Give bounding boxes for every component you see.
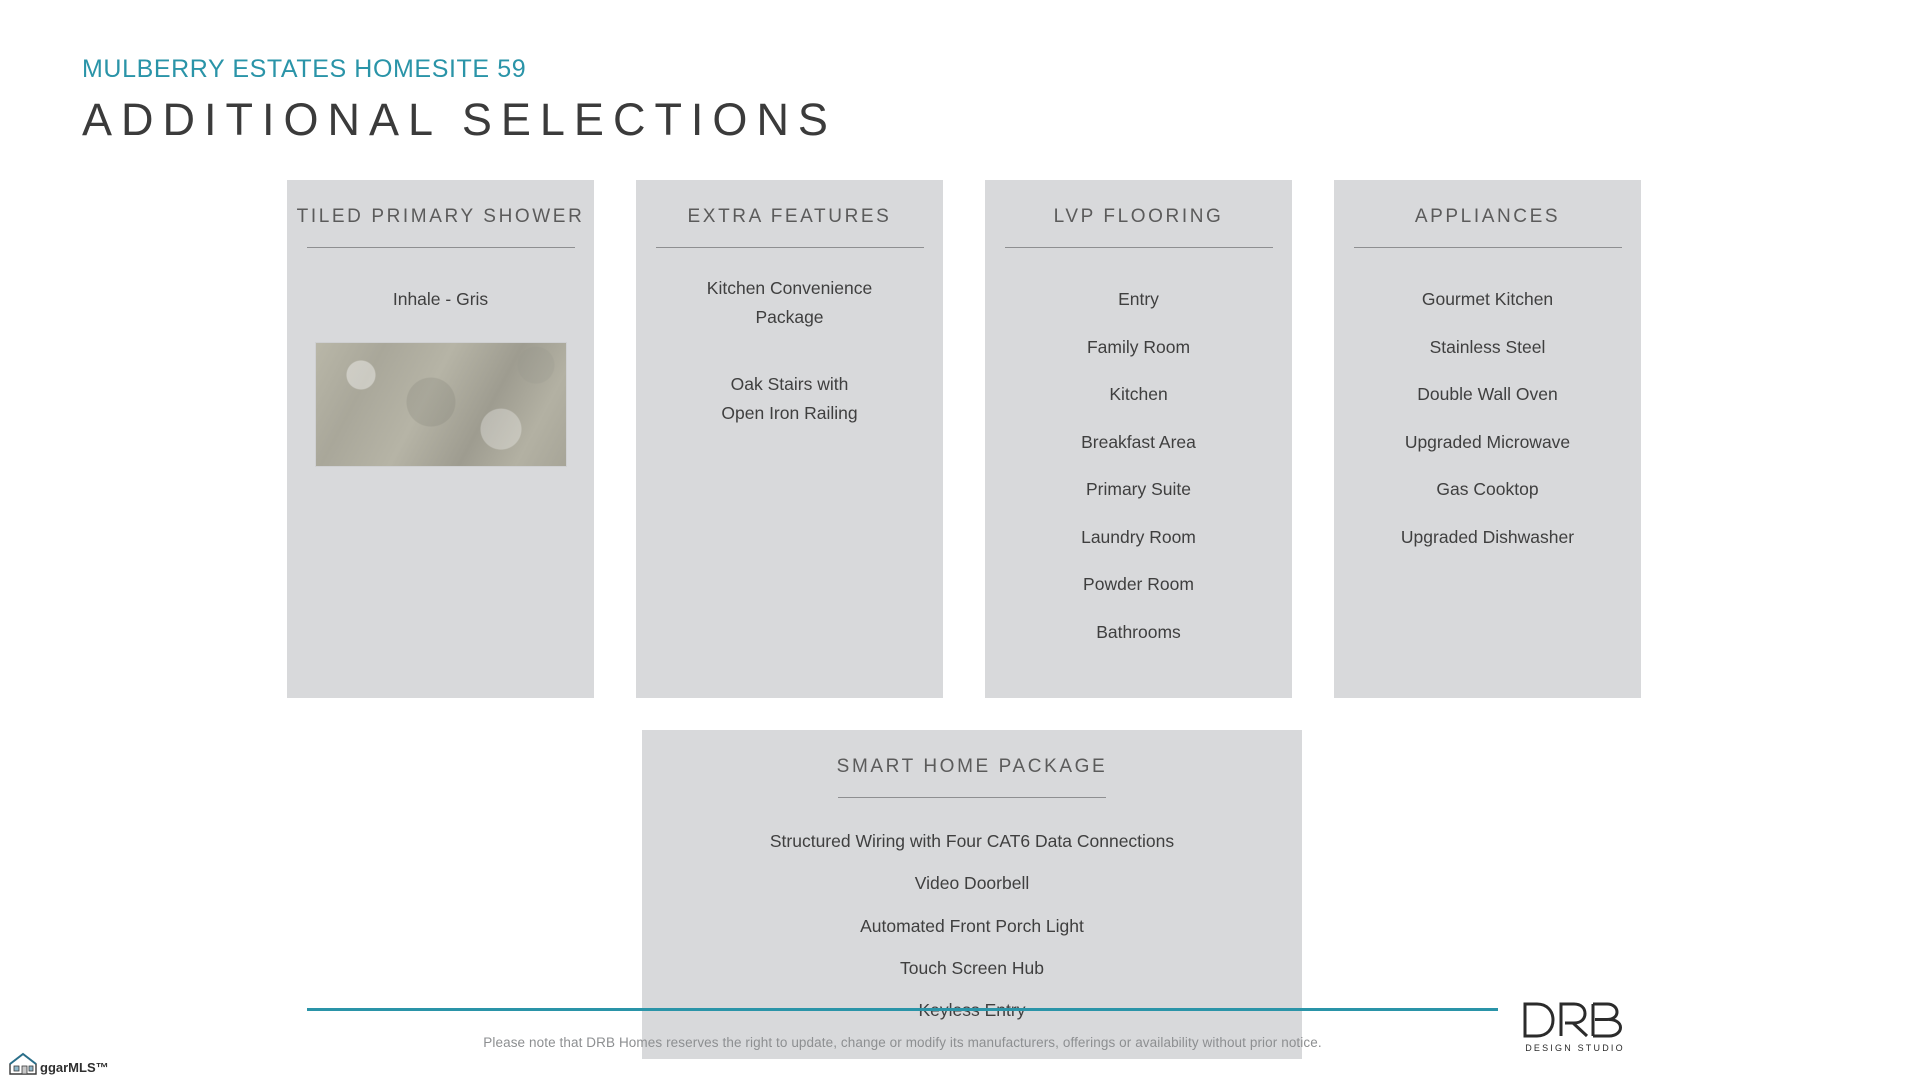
list-item: Bathrooms <box>1096 621 1181 642</box>
list-item: Powder Room <box>1083 574 1194 595</box>
list-item: Open Iron Railing <box>721 402 858 423</box>
list-item: Double Wall Oven <box>1417 384 1558 405</box>
card-title: TILED PRIMARY SHOWER <box>296 206 585 227</box>
selection-cards-row <box>287 180 1657 698</box>
card-items <box>305 276 576 324</box>
list-item: Kitchen Convenience <box>706 278 873 298</box>
card-title-divider <box>1005 247 1273 248</box>
tile-swatch-inhale-gris <box>315 342 567 467</box>
card-appliances <box>1334 180 1641 698</box>
page-header <box>82 56 1282 148</box>
house-icon <box>8 1052 38 1076</box>
list-item: Oak Stairs with <box>730 374 849 395</box>
card-title: LVP FLOORING <box>1053 206 1224 227</box>
card-items <box>1352 276 1623 561</box>
list-item: Breakfast Area <box>1081 431 1196 452</box>
card-items <box>660 820 1284 1031</box>
card-title: APPLIANCES <box>1414 206 1561 227</box>
card-items <box>1003 276 1274 656</box>
list-item: Structured Wiring with Four CAT6 Data Connections <box>769 831 1175 851</box>
drb-wordmark-icon <box>1521 1000 1629 1040</box>
mls-watermark-text: ggarMLS™ <box>40 1060 109 1075</box>
list-item: Family Room <box>1086 336 1191 357</box>
card-title-divider <box>656 247 924 248</box>
list-item: Upgraded Dishwasher <box>1400 526 1575 547</box>
footer-disclaimer: Please note that DRB Homes reserves the right to update, change or modify its manufacturers, offerings or availability without prior notice. <box>483 1035 1322 1050</box>
list-item: Gas Cooktop <box>1436 479 1539 500</box>
list-item: Gourmet Kitchen <box>1421 289 1554 309</box>
list-item: Video Doorbell <box>914 873 1030 894</box>
card-tiled-primary-shower <box>287 180 594 698</box>
list-item: Stainless Steel <box>1429 336 1546 357</box>
list-item: Package <box>755 306 824 327</box>
drb-logo-subtext: DESIGN STUDIO <box>1525 1043 1625 1053</box>
footer-divider <box>307 1008 1498 1011</box>
card-title-divider <box>1354 247 1622 248</box>
card-title-divider <box>307 247 575 248</box>
list-item: Entry <box>1118 289 1159 309</box>
list-item: Laundry Room <box>1081 526 1196 547</box>
card-items <box>654 276 925 429</box>
list-item: Touch Screen Hub <box>900 957 1044 978</box>
card-extra-features <box>636 180 943 698</box>
list-item: Kitchen <box>1109 384 1168 405</box>
header-eyebrow: MULBERRY ESTATES HOMESITE 59 <box>82 55 527 83</box>
list-item: Inhale - Gris <box>392 289 489 309</box>
list-item: Primary Suite <box>1085 479 1192 500</box>
card-title: EXTRA FEATURES <box>687 206 892 227</box>
card-lvp-flooring <box>985 180 1292 698</box>
mls-watermark <box>8 1052 109 1076</box>
card-title-divider <box>838 797 1106 798</box>
list-item: Automated Front Porch Light <box>860 915 1084 936</box>
list-item: Upgraded Microwave <box>1404 431 1571 452</box>
page-title: ADDITIONAL SELECTIONS <box>82 93 837 145</box>
card-title: SMART HOME PACKAGE <box>836 756 1108 777</box>
drb-design-studio-logo <box>1519 1000 1631 1062</box>
